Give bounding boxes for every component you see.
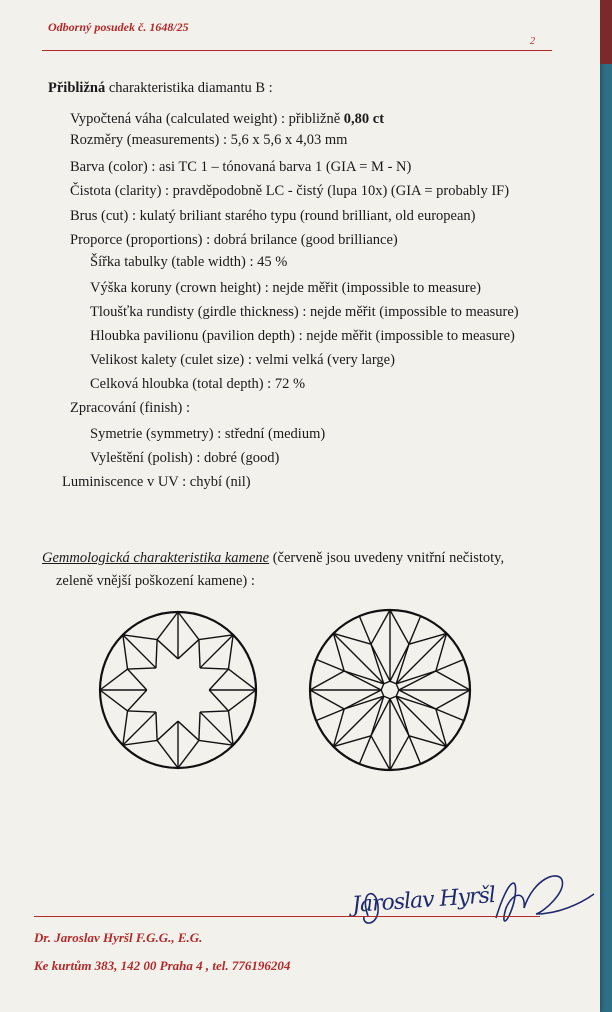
weight-line [70,111,384,128]
pavilion-facet-diagram [300,600,480,780]
color-line: Barva (color) : asi TC 1 – tónovaná barva 1 (GIA = M - N) [70,159,412,175]
uv-line: Luminiscence v UV : chybí (nil) [62,474,251,490]
table-width-line: Šířka tabulky (table width) : 45 % [90,254,288,270]
report-title: Odborný posudek č. 1648/25 [48,20,189,34]
signature-text: Jaroslav Hyršl [351,883,496,918]
footer-address: Ke kurtům 383, 142 00 Praha 4 , tel. 776196204 [34,958,291,973]
culet-line: Velikost kalety (culet size) : velmi velká (very large) [90,352,395,368]
crown-facet-diagram [98,600,258,780]
section2-heading-underlined: Gemmologická charakteristika kamene [42,550,270,566]
girdle-line: Tloušťka rundisty (girdle thickness) : nejde měřit (impossible to measure) [90,304,519,320]
crown-height-line: Výška koruny (crown height) : nejde měřit (impossible to measure) [90,280,481,296]
section1-heading-bold: Přibližná [48,80,106,96]
section1-heading-rest: charakteristika diamantu B : [105,80,273,96]
binder-tab [600,0,612,64]
weight-value: 0,80 ct [343,111,385,127]
page-number: 2 [530,36,535,47]
measurements-line: Rozměry (measurements) : 5,6 x 5,6 x 4,03 mm [70,132,348,148]
weight-label: Vypočtená váha (calculated weight) : přibližně [70,111,344,127]
cut-line: Brus (cut) : kulatý briliant starého typu (round brilliant, old european) [70,208,476,224]
header-rule [42,50,552,51]
finish-label: Zpracování (finish) : [70,400,190,416]
section2-line2: zeleně vnější poškození kamene) : [56,573,255,589]
polish-line: Vyleštění (polish) : dobré (good) [90,450,280,466]
footer-rule [34,916,540,917]
section2-heading [42,550,504,567]
section1-heading [48,80,273,97]
pavilion-line: Hloubka pavilionu (pavilion depth) : nejde měřit (impossible to measure) [90,328,515,344]
section2-heading-rest: (červeně jsou uvedeny vnitřní nečistoty, [269,550,505,566]
symmetry-line: Symetrie (symmetry) : střední (medium) [90,426,326,442]
footer-name: Dr. Jaroslav Hyršl F.G.G., E.G. [34,930,203,945]
clarity-line: Čistota (clarity) : pravděpodobně LC - čistý (lupa 10x) (GIA = probably IF) [70,183,510,199]
total-depth-line: Celková hloubka (total depth) : 72 % [90,376,306,392]
proportions-line: Proporce (proportions) : dobrá brilance (good brilliance) [70,232,398,248]
